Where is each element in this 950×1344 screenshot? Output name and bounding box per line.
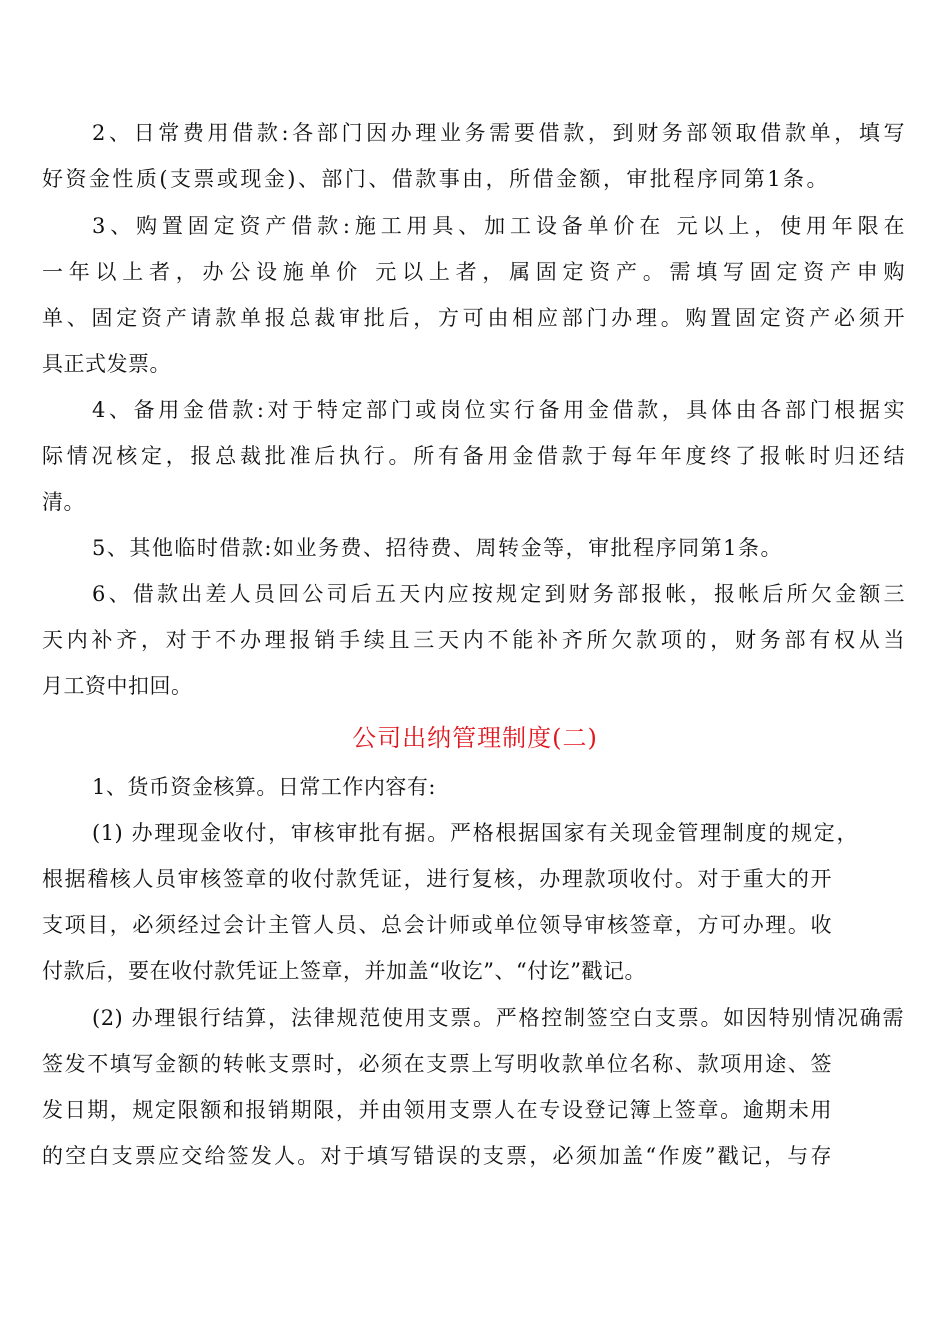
paragraph-line: 发日期，规定限额和报销期限，并由领用支票人在专设登记簿上签章。逾期未用 xyxy=(42,1098,832,1122)
paragraph-line: 月工资中扣回。 xyxy=(42,674,193,698)
paragraph-line: (2) 办理银行结算，法律规范使用支票。严格控制签空白支票。如因特别情况确需 xyxy=(92,1006,904,1030)
paragraph-line: 支项目，必须经过会计主管人员、总会计师或单位领导审核签章，方可办理。收 xyxy=(42,913,832,937)
paragraph-line: 际情况核定，报总裁批准后执行。所有备用金借款于每年年度终了报帐时归还结 xyxy=(42,444,905,468)
paragraph-line: 清。 xyxy=(42,490,85,514)
paragraph-line: 天内补齐，对于不办理报销手续且三天内不能补齐所欠款项的，财务部有权从当 xyxy=(42,628,905,652)
paragraph-line: 一年以上者，办公设施单价 元以上者，属固定资产。需填写固定资产申购 xyxy=(42,260,905,284)
section-title: 公司出纳管理制度(二) xyxy=(352,724,598,752)
paragraph-line: 签发不填写金额的转帐支票时，必须在支票上写明收款单位名称、款项用途、签 xyxy=(42,1052,832,1076)
paragraph-line: 付款后，要在收付款凭证上签章，并加盖“收讫”、“付讫”戳记。 xyxy=(42,959,646,983)
paragraph-line: 根据稽核人员审核签章的收付款凭证，进行复核，办理款项收付。对于重大的开 xyxy=(42,867,832,891)
paragraph-line: 5、其他临时借款:如业务费、招待费、周转金等，审批程序同第1条。 xyxy=(92,536,782,560)
paragraph-line: 单、固定资产请款单报总裁审批后，方可由相应部门办理。购置固定资产必须开 xyxy=(42,306,905,330)
paragraph-line: 1、货币资金核算。日常工作内容有: xyxy=(92,775,436,799)
paragraph-line: 2、日常费用借款:各部门因办理业务需要借款，到财务部领取借款单，填写 xyxy=(92,121,905,145)
paragraph-line: 6、借款出差人员回公司后五天内应按规定到财务部报帐，报帐后所欠金额三 xyxy=(92,582,905,606)
paragraph-line: 好资金性质(支票或现金)、部门、借款事由，所借金额，审批程序同第1条。 xyxy=(42,167,828,191)
paragraph-line: 4、备用金借款:对于特定部门或岗位实行备用金借款，具体由各部门根据实 xyxy=(92,398,905,422)
paragraph-line: 具正式发票。 xyxy=(42,352,171,376)
paragraph-line: 3、购置固定资产借款:施工用具、加工设备单价在 元以上，使用年限在 xyxy=(92,214,905,238)
paragraph-line: (1) 办理现金收付，审核审批有据。严格根据国家有关现金管理制度的规定， xyxy=(92,821,858,845)
paragraph-line: 的空白支票应交给签发人。对于填写错误的支票，必须加盖“作废”戳记，与存 xyxy=(42,1144,832,1168)
